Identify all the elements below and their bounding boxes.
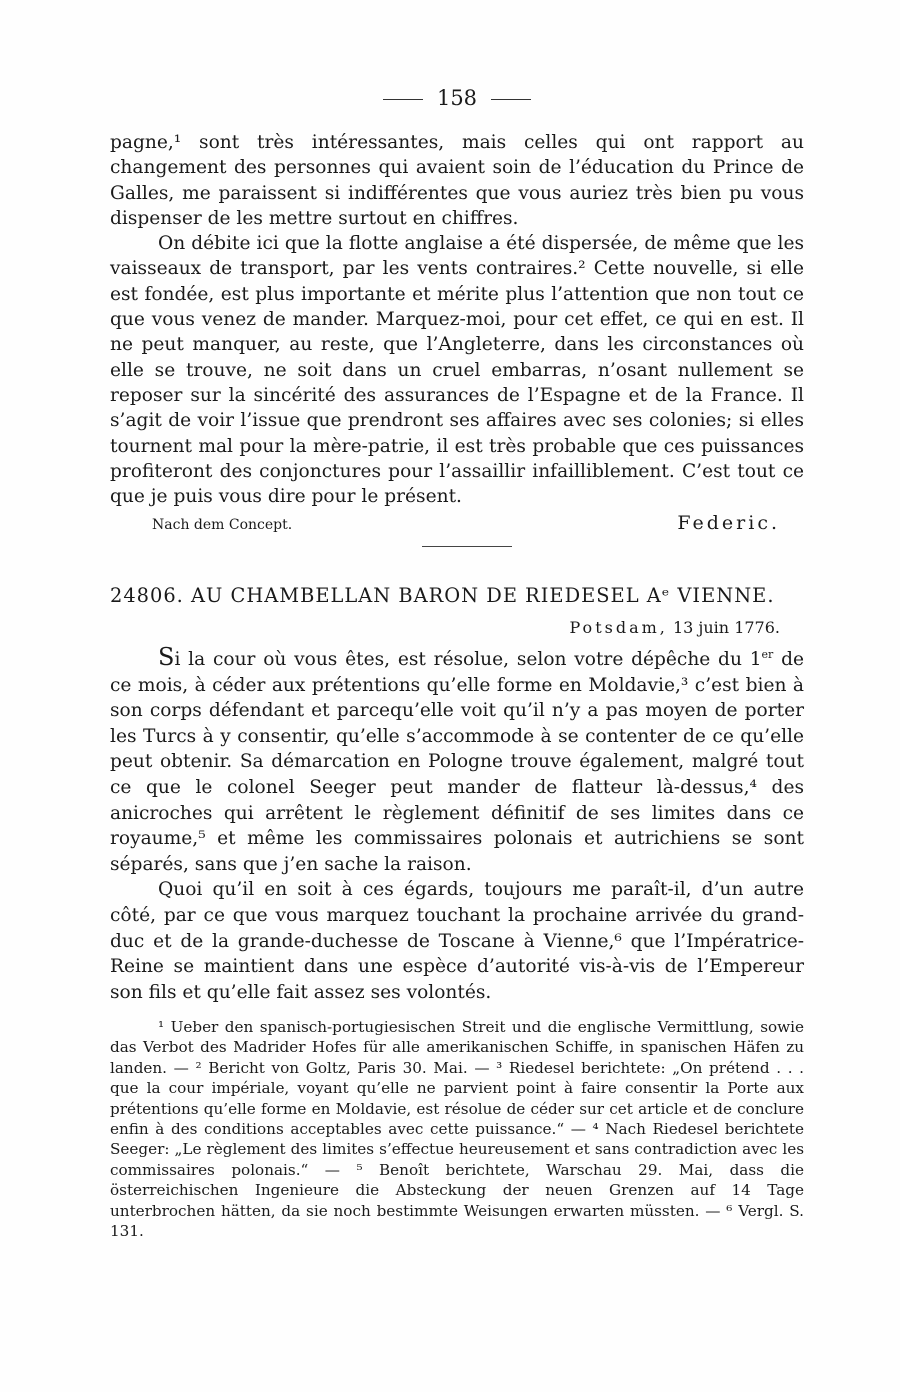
header-right-dash xyxy=(491,99,531,100)
superscript-er: er xyxy=(761,647,774,661)
source-note: Nach dem Concept. xyxy=(152,517,293,533)
section-divider xyxy=(422,546,512,547)
letter-paragraph-2: Quoi qu’il en soit à ces égards, toujours me paraît-il, d’un autre côté, par ce que vous marquez touchant la prochaine arrivée du grand-duc et de la grande-duchesse de Toscane à Vienne,⁶ que l’Impératrice-Reine se maintient dans une espèce d’autorité vis-à-vis de l’Empereur son fils et qu’elle fait assez ses volontés. xyxy=(110,879,804,1003)
page-number: 158 xyxy=(436,86,478,110)
letter-paragraph-1 xyxy=(110,645,804,877)
continued-paragraph-2: On débite ici que la flotte anglaise a été dispersée, de même que les vaisseaux de transport, par les vents contraires.² Cette nouvelle, si elle est fondée, est plus importante et mérite plus l’attention que non tout ce que vous venez de mander. Marquez-moi, pour cet effet, ce qui en est. Il ne peut manquer, au reste, que l’Angleterre, dans les circonstances où elle se trouve, ne soit dans un cruel embarras, n’osant nullement se reposer sur la sincérité des assurances de l’Espagne et de la France. Il s’agit de voir l’issue que prendront ses affaires avec ses colonies; si elles tournent mal pour la mère-patrie, il est très probable que ces puissances profiteront des conjonctures pour l’assaillir infailliblement. C’est tout ce que je puis vous dire pour le présent. xyxy=(110,233,804,508)
footnotes-text: ¹ Ueber den spanisch-portugiesischen Streit und die englische Vermittlung, sowie das Verbot des Madrider Hofes für alle amerikanischen Schiffe, in spanischen Häfen zu landen. — ² Bericht von Goltz, Paris 30. Mai. — ³ Riedesel berichtete: „On prétend . . . que la cour impériale, voyant qu’elle ne parvient point à faire consentir la Porte aux prétentions qu’elle forme en Moldavie, est résolue de céder sur cet article et de conclure enfin à des conditions acceptables avec cette puissance.“ — ⁴ Nach Riedesel berichtete Seeger: „Le règlement des limites s’effectue heureusement et sans contradiction avec les commissaires polonais.“ — ⁵ Benoît berichtete, Warschau 29. Mai, dass die österreichischen Ingenieure die Absteckung der neuen Grenzen auf 14 Tage unterbrochen hätten, da sie noch bestimmte Weisungen erwarten müssten. — ⁶ Vergl. S. 131. xyxy=(110,1018,804,1241)
footnotes xyxy=(110,1017,804,1241)
continued-letter-text xyxy=(110,130,804,509)
page-header xyxy=(110,86,804,110)
date-place: Potsdam, xyxy=(569,618,668,637)
letter-dateline xyxy=(110,618,780,637)
signature-row xyxy=(152,512,804,534)
initial-letter: S xyxy=(158,643,175,671)
continued-paragraph-1: pagne,¹ sont très intéressantes, mais celles qui ont rapport au changement des personnes qui avaient soin de l’éducation du Prince de Galles, me paraissent si indifférentes que vous auriez très bien pu vous dispenser de les mettre surtout en chiffres. xyxy=(110,132,804,229)
date: 13 juin 1776. xyxy=(672,618,780,637)
letter-heading: 24806. AU CHAMBELLAN BARON DE RIEDESEL Aᵉ VIENNE. xyxy=(110,584,775,607)
letter-paragraph-1-pre: i la cour où vous êtes, est résolue, selon votre dépêche du 1 xyxy=(174,649,762,670)
letter-paragraph-1-post: de ce mois, à céder aux prétentions qu’elle forme en Moldavie,³ c’est bien à son corps défendant et parcequ’elle voit qu’il n’y a pas moyen de porter les Turcs à y consentir, qu’elle s’accommode à se contenter de ce qu’elle peut obtenir. Sa démarcation en Pologne trouve également, malgré tout ce que le colonel Seeger peut mander de flatteur là-dessus,⁴ des anicroches qui arrêtent le règlement définitif de ses limites dans ce royaume,⁵ et même les commissaires polonais et autrichiens se sont séparés, sans que j’en sache la raison. xyxy=(110,649,805,875)
header-left-dash xyxy=(383,99,423,100)
signature: Federic. xyxy=(677,512,780,534)
letter-text xyxy=(110,645,804,1005)
